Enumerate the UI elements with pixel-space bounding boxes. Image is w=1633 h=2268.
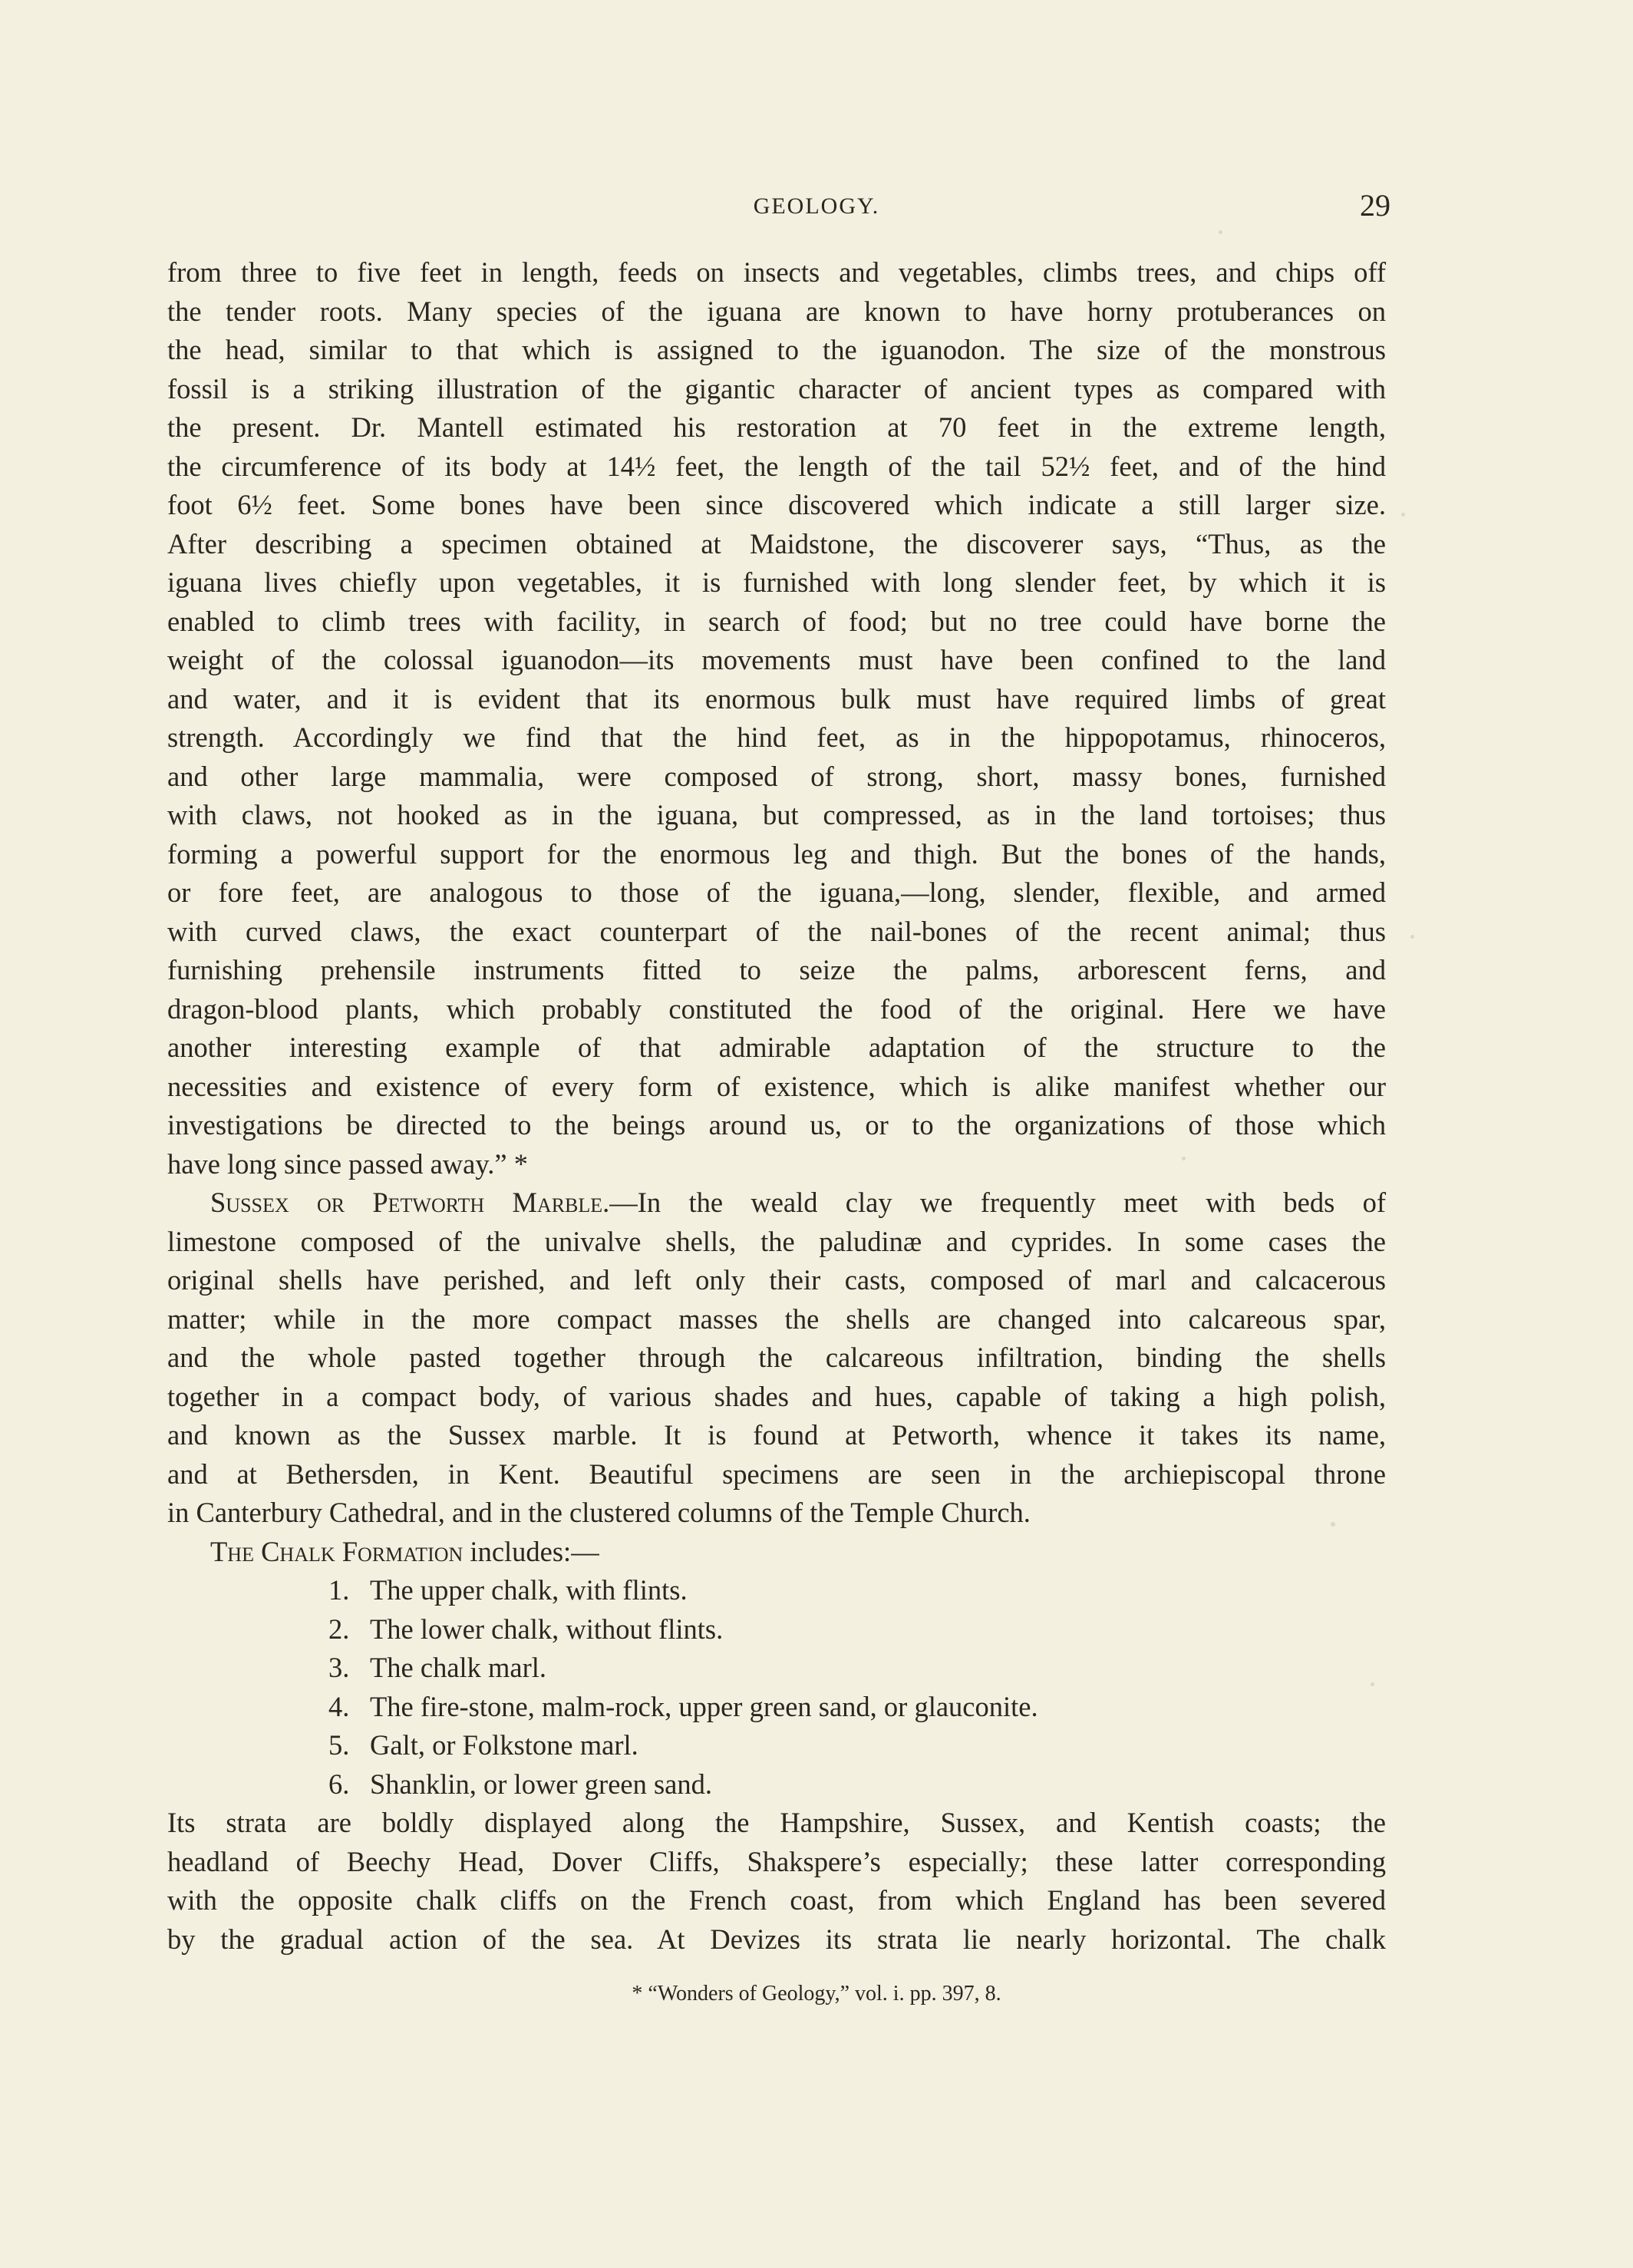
- text-line: enabled to climb trees with facility, in search of food; but no tree could have borne the: [167, 605, 1386, 637]
- text-line: necessities and existence of every form of existence, which is alike manifest whether our: [167, 1070, 1386, 1102]
- list-text: The chalk marl.: [370, 1652, 547, 1683]
- list-text: The fire-stone, malm-rock, upper green sand, or glauconite.: [370, 1690, 1038, 1722]
- text-line: strength. Accordingly we find that the hind feet, as in the hippopotamus, rhinoceros,: [167, 721, 1386, 753]
- text-line: and water, and it is evident that its enormous bulk must have required limbs of great: [167, 682, 1386, 715]
- body-text: [167, 253, 1386, 1959]
- text-line: in Canterbury Cathedral, and in the clustered columns of the Temple Church.: [167, 1497, 1031, 1528]
- list-number: 6.: [328, 1768, 350, 1800]
- list-text: The lower chalk, without flints.: [370, 1613, 724, 1645]
- text-line: After describing a specimen obtained at Maidstone, the discoverer says, “Thus, as the: [167, 527, 1386, 560]
- paper-speck: [1371, 1682, 1374, 1686]
- text-line: forming a powerful support for the enormous leg and thigh. But the bones of the hands,: [167, 837, 1386, 870]
- paper-speck: [1182, 1157, 1186, 1160]
- paper-speck: [1401, 513, 1405, 517]
- text-line: matter; while in the more compact masses the shells are changed into calcareous spar,: [167, 1302, 1386, 1335]
- text-line: and known as the Sussex marble. It is found at Petworth, whence it takes its name,: [167, 1419, 1386, 1451]
- footnote: * “Wonders of Geology,” vol. i. pp. 397, 8.: [632, 1982, 1001, 2006]
- list-item: [167, 1726, 1386, 1765]
- text-line: have long since passed away.” *: [167, 1147, 528, 1180]
- list-number: 1.: [328, 1574, 350, 1606]
- paragraph-sussex-marble: [167, 1184, 1386, 1533]
- text-fragment: includes:—: [463, 1535, 599, 1567]
- list-item: [167, 1688, 1386, 1727]
- running-header-title: GEOLOGY.: [753, 193, 880, 219]
- text-line: and the whole pasted together through the calcareous infiltration, binding the shells: [167, 1342, 1386, 1373]
- text-line: the tender roots. Many species of the iguana are known to have horny protuberances on: [167, 295, 1386, 327]
- paragraph-iguanodon: [167, 253, 1386, 1184]
- text-line: weight of the colossal iguanodon—its movements must have been confined to the land: [167, 644, 1386, 675]
- text-line: the present. Dr. Mantell estimated his restoration at 70 feet in the extreme length,: [167, 411, 1386, 443]
- list-number: 3.: [328, 1652, 350, 1683]
- list-number: 4.: [328, 1690, 350, 1722]
- text-line: with the opposite chalk cliffs on the French coast, from which England has been severed: [167, 1884, 1386, 1916]
- paper-speck: [1410, 935, 1414, 939]
- text-line: another interesting example of that admirable adaptation of the structure to the: [167, 1032, 1386, 1063]
- chalk-formation-section: [167, 1533, 1386, 1804]
- text-line: Its strata are boldly displayed along the Hampshire, Sussex, and Kentish coasts; the: [167, 1807, 1386, 1838]
- section-heading-chalk-formation: The Chalk Formation: [210, 1535, 464, 1567]
- text-line: [167, 1184, 1386, 1223]
- list-item: [167, 1649, 1386, 1688]
- text-line: and at Bethersden, in Kent. Beautiful specimens are seen in the archiepiscopal throne: [167, 1458, 1386, 1490]
- paper-speck: [1331, 1522, 1335, 1527]
- text-line: furnishing prehensile instruments fitted to seize the palms, arborescent ferns, and: [167, 954, 1386, 985]
- text-line: with curved claws, the exact counterpart of the nail-bones of the recent animal; thus: [167, 915, 1386, 947]
- list-number: 5.: [328, 1729, 350, 1761]
- list-text: The upper chalk, with flints.: [370, 1574, 688, 1606]
- text-line: [167, 1533, 1386, 1572]
- text-line: dragon-blood plants, which probably constituted the food of the original. Here we have: [167, 992, 1386, 1025]
- section-heading-sussex-marble: Sussex or Petworth Marble.: [210, 1187, 610, 1218]
- text-line: and other large mammalia, were composed of strong, short, massy bones, furnished: [167, 760, 1386, 792]
- text-line: or fore feet, are analogous to those of the iguana,—long, slender, flexible, and armed: [167, 876, 1386, 908]
- paper-speck: [1219, 230, 1222, 234]
- text-line: from three to five feet in length, feeds on insects and vegetables, climbs trees, and chips off: [167, 256, 1386, 288]
- text-line: iguana lives chiefly upon vegetables, it is furnished with long slender feet, by which it is: [167, 566, 1386, 598]
- text-line: together in a compact body, of various shades and hues, capable of taking a high polish,: [167, 1380, 1386, 1412]
- text-line: the circumference of its body at 14½ feet, the length of the tail 52½ feet, and of the hind: [167, 450, 1386, 482]
- paragraph-chalk-strata: [167, 1804, 1386, 1959]
- text-line: with claws, not hooked as in the iguana, but compressed, as in the land tortoises; thus: [167, 799, 1386, 830]
- text-line: original shells have perished, and left only their casts, composed of marl and calcacerous: [167, 1264, 1386, 1296]
- list-item: [167, 1610, 1386, 1649]
- list-number: 2.: [328, 1613, 350, 1645]
- list-item: [167, 1571, 1386, 1610]
- text-line: limestone composed of the univalve shells, the paludinæ and cyprides. In some cases the: [167, 1225, 1386, 1257]
- text-line: investigations be directed to the beings around us, or to the organizations of those which: [167, 1109, 1386, 1141]
- text-line: headland of Beechy Head, Dover Cliffs, Shakspere’s especially; these latter corresponding: [167, 1845, 1386, 1877]
- page-number: 29: [1360, 188, 1391, 223]
- text-line: foot 6½ feet. Some bones have been since discovered which indicate a still larger size.: [167, 489, 1386, 520]
- text-line: the head, similar to that which is assigned to the iguanodon. The size of the monstrous: [167, 334, 1386, 365]
- list-text: Galt, or Folkstone marl.: [370, 1729, 638, 1761]
- text-line: by the gradual action of the sea. At Devizes its strata lie nearly horizontal. The chalk: [167, 1923, 1386, 1955]
- text-fragment: —In the weald clay we frequently meet with beds of: [609, 1187, 1386, 1218]
- list-item: [167, 1765, 1386, 1804]
- text-line: fossil is a striking illustration of the gigantic character of ancient types as compared with: [167, 372, 1386, 404]
- list-text: Shanklin, or lower green sand.: [370, 1768, 713, 1800]
